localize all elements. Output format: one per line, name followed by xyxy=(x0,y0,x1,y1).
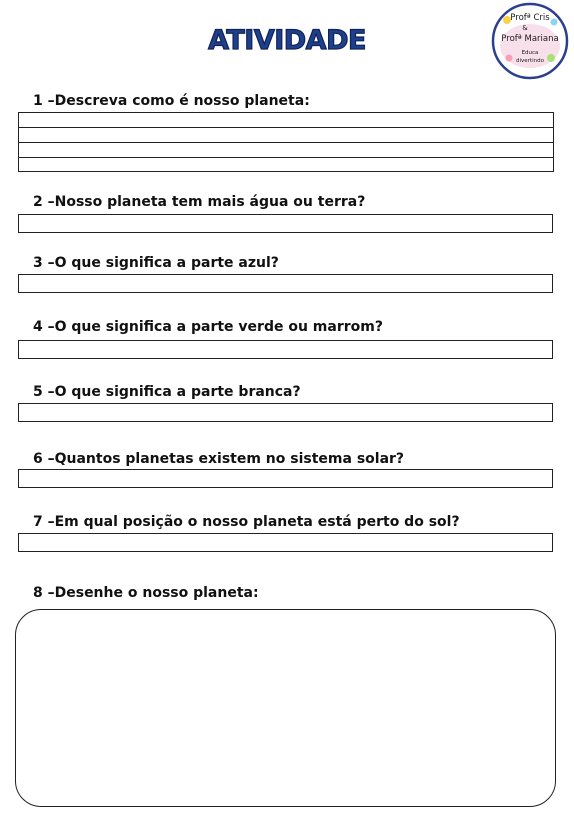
answer-rule xyxy=(19,142,553,143)
question-6: 6 –Quantos planetas existem no sistema solar? xyxy=(33,451,405,467)
logo-text-line1: Profª Cris xyxy=(510,13,550,23)
question-3: 3 –O que significa a parte azul? xyxy=(33,255,279,271)
question-8: 8 –Desenhe o nosso planeta: xyxy=(33,585,259,601)
drawing-area[interactable] xyxy=(15,609,556,807)
logo-text-line4: Educa xyxy=(521,50,539,56)
question-7: 7 –Em qual posição o nosso planeta está perto do sol? xyxy=(33,514,460,530)
answer-box-q3[interactable] xyxy=(18,274,553,293)
answer-box-q4[interactable] xyxy=(18,340,553,359)
question-4: 4 –O que significa a parte verde ou marrom? xyxy=(33,319,383,335)
answer-box-q2[interactable] xyxy=(18,214,553,233)
answer-box-q5[interactable] xyxy=(18,403,553,422)
question-2: 2 –Nosso planeta tem mais água ou terra? xyxy=(33,194,366,210)
question-1: 1 –Descreva como é nosso planeta: xyxy=(33,93,310,109)
answer-box-q6[interactable] xyxy=(18,469,553,488)
answer-rule xyxy=(19,157,553,158)
page-title: ATIVIDADE xyxy=(208,25,366,56)
bubble-icon xyxy=(551,19,558,26)
logo-text-line3: Profª Mariana xyxy=(501,34,559,44)
leaf-icon xyxy=(547,54,555,62)
logo-text-line2: & xyxy=(522,24,528,32)
logo-text-line5: divertindo xyxy=(516,58,544,64)
answer-rule xyxy=(19,127,553,128)
author-logo xyxy=(491,2,569,80)
question-5: 5 –O que significa a parte branca? xyxy=(33,384,301,400)
answer-box-q7[interactable] xyxy=(18,533,553,552)
heart-icon xyxy=(506,55,513,62)
answer-lines-q1[interactable] xyxy=(18,112,554,172)
